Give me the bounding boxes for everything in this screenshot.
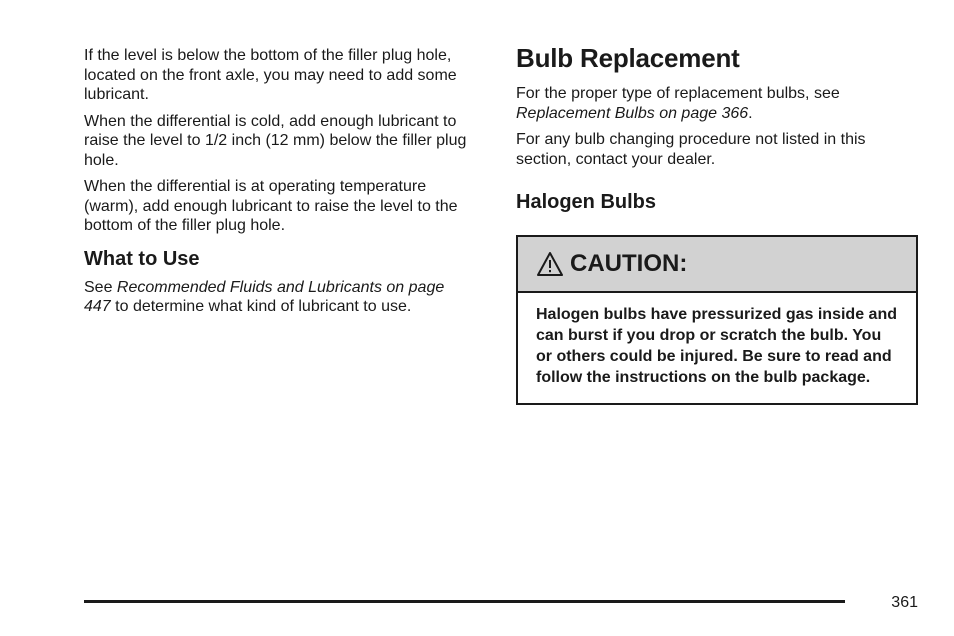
page-number: 361 [891, 594, 918, 611]
left-column [84, 46, 484, 317]
caution-box [516, 235, 918, 405]
replacement-bulbs-prefix: For the proper type of replacement bulbs, see [516, 85, 840, 102]
heading-bulb-replacement: Bulb Replacement [516, 43, 740, 73]
what-to-use-suffix: to determine what kind of lubricant to use. [110, 298, 412, 315]
paragraph-filler-level: If the level is below the bottom of the filler plug hole, located on the front axle, you may need to add some lubricant. [84, 47, 457, 103]
warning-triangle-icon [536, 251, 564, 277]
heading-halogen-bulbs: Halogen Bulbs [516, 191, 657, 213]
paragraph-contact-dealer: For any bulb changing procedure not listed in this section, contact your dealer. [516, 131, 866, 168]
footer-rule [84, 600, 845, 603]
paragraph-replacement-bulbs [516, 84, 896, 123]
replacement-bulbs-reference: Replacement Bulbs on page 366 [516, 104, 749, 122]
what-to-use-prefix: See [84, 278, 117, 296]
replacement-bulbs-suffix: . [748, 104, 753, 122]
paragraph-cold-differential: When the differential is cold, add enough lubricant to raise the level to 1/2 inch (12 mm) below the filler plug hole. [84, 112, 467, 169]
caution-text: Halogen bulbs have pressurized gas inside and can burst if you drop or scratch the bulb. You or others could be injured. Be sure to read and follow the instructions on the bulb package. [536, 306, 897, 386]
paragraph-warm-differential: When the differential is at operating temperature (warm), add enough lubricant to raise the level to the bottom of the filler plug hole. [84, 178, 458, 234]
right-column [516, 44, 918, 405]
caution-header [518, 237, 916, 293]
caution-title: CAUTION: [570, 250, 688, 277]
fluids-lubricants-reference: Recommended Fluids and Lubricants on page 447 [84, 278, 445, 315]
heading-what-to-use: What to Use [84, 247, 200, 270]
paragraph-what-to-use [84, 278, 449, 317]
